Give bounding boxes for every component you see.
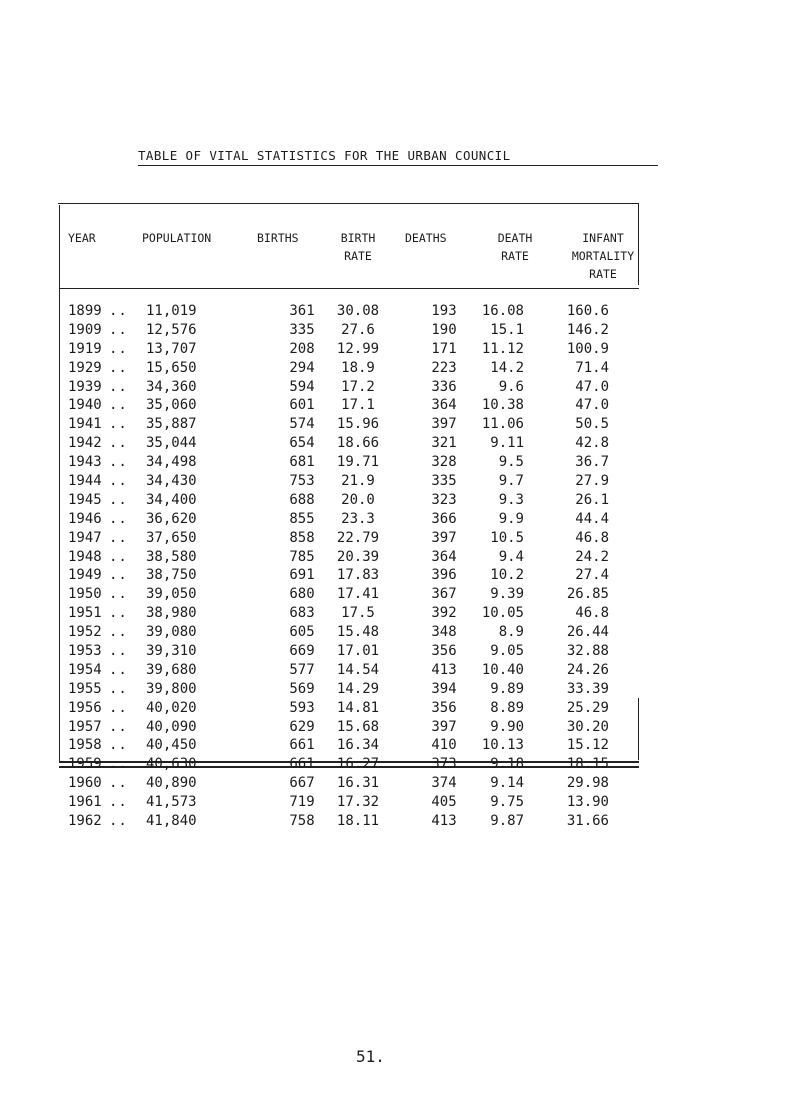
cell-birth-rate: 18.66 bbox=[336, 435, 380, 452]
cell-deaths: 190 bbox=[431, 321, 457, 338]
cell-year: 1957 bbox=[68, 718, 102, 735]
cell-infant-mortality-rate: 15.12 bbox=[566, 737, 609, 754]
cell-births: 858 bbox=[289, 529, 315, 546]
table-row bbox=[0, 585, 800, 604]
table-row bbox=[0, 642, 800, 661]
row-leader-dots: .. bbox=[109, 435, 128, 452]
cell-infant-mortality-rate: 47.0 bbox=[575, 378, 609, 395]
cell-death-rate: 10.38 bbox=[481, 397, 524, 414]
cell-year: 1960 bbox=[68, 775, 102, 792]
cell-births: 593 bbox=[289, 699, 315, 716]
cell-birth-rate: 14.81 bbox=[336, 699, 380, 716]
cell-death-rate: 9.75 bbox=[490, 794, 524, 811]
cell-population: 39,680 bbox=[146, 661, 197, 678]
row-leader-dots: .. bbox=[109, 321, 128, 338]
cell-year: 1953 bbox=[68, 643, 102, 660]
cell-death-rate: 9.87 bbox=[490, 813, 524, 830]
cell-death-rate: 8.9 bbox=[498, 624, 524, 641]
row-leader-dots: .. bbox=[109, 510, 128, 527]
cell-population: 38,750 bbox=[146, 567, 197, 584]
cell-birth-rate: 15.68 bbox=[336, 718, 380, 735]
cell-deaths: 323 bbox=[431, 491, 457, 508]
cell-deaths: 223 bbox=[431, 359, 457, 376]
cell-deaths: 171 bbox=[431, 340, 457, 357]
cell-death-rate: 9.89 bbox=[490, 680, 524, 697]
cell-year: 1942 bbox=[68, 435, 102, 452]
cell-population: 40,450 bbox=[146, 737, 197, 754]
cell-birth-rate: 17.5 bbox=[341, 605, 375, 622]
table-row bbox=[0, 529, 800, 548]
cell-infant-mortality-rate: 100.9 bbox=[566, 340, 609, 357]
cell-deaths: 328 bbox=[431, 454, 457, 471]
cell-infant-mortality-rate: 32.88 bbox=[566, 643, 609, 660]
cell-births: 680 bbox=[289, 586, 315, 603]
cell-deaths: 397 bbox=[431, 718, 457, 735]
cell-birth-rate: 12.99 bbox=[336, 340, 380, 357]
cell-births: 855 bbox=[289, 510, 315, 527]
cell-births: 594 bbox=[289, 378, 315, 395]
cell-deaths: 405 bbox=[431, 794, 457, 811]
cell-deaths: 193 bbox=[431, 303, 457, 319]
cell-population: 12,576 bbox=[146, 321, 197, 338]
row-leader-dots: .. bbox=[109, 303, 128, 319]
cell-death-rate: 9.11 bbox=[490, 435, 524, 452]
row-leader-dots: .. bbox=[109, 548, 128, 565]
cell-birth-rate: 14.54 bbox=[336, 661, 380, 678]
header-year: YEAR bbox=[68, 231, 96, 245]
cell-birth-rate: 15.96 bbox=[336, 416, 380, 433]
cell-population: 35,060 bbox=[146, 397, 197, 414]
table-row bbox=[0, 434, 800, 453]
table-row bbox=[0, 548, 800, 567]
cell-birth-rate: 18.11 bbox=[336, 813, 380, 830]
cell-year: 1939 bbox=[68, 378, 102, 395]
cell-population: 38,980 bbox=[146, 605, 197, 622]
cell-birth-rate: 27.6 bbox=[341, 321, 375, 338]
table-row bbox=[0, 661, 800, 680]
cell-birth-rate: 16.27 bbox=[336, 756, 380, 773]
table-row bbox=[0, 415, 800, 434]
cell-birth-rate: 17.32 bbox=[336, 794, 380, 811]
cell-year: 1952 bbox=[68, 624, 102, 641]
cell-infant-mortality-rate: 13.90 bbox=[566, 794, 609, 811]
cell-deaths: 396 bbox=[431, 567, 457, 584]
cell-population: 38,580 bbox=[146, 548, 197, 565]
cell-year: 1944 bbox=[68, 473, 102, 490]
cell-infant-mortality-rate: 26.85 bbox=[566, 586, 609, 603]
page-number: 51. bbox=[356, 1047, 385, 1066]
cell-year: 1945 bbox=[68, 491, 102, 508]
cell-births: 681 bbox=[289, 454, 315, 471]
cell-birth-rate: 15.48 bbox=[336, 624, 380, 641]
cell-population: 34,498 bbox=[146, 454, 197, 471]
cell-birth-rate: 22.79 bbox=[336, 529, 380, 546]
row-leader-dots: .. bbox=[109, 737, 128, 754]
cell-births: 577 bbox=[289, 661, 315, 678]
cell-births: 661 bbox=[289, 737, 315, 754]
cell-infant-mortality-rate: 26.44 bbox=[566, 624, 609, 641]
cell-births: 605 bbox=[289, 624, 315, 641]
cell-infant-mortality-rate: 26.1 bbox=[575, 491, 609, 508]
cell-year: 1899 bbox=[68, 303, 102, 319]
row-leader-dots: .. bbox=[109, 359, 128, 376]
page-title: TABLE OF VITAL STATISTICS FOR THE URBAN COUNCIL bbox=[138, 148, 658, 166]
cell-infant-mortality-rate: 18.15 bbox=[566, 756, 609, 773]
cell-death-rate: 10.13 bbox=[481, 737, 524, 754]
cell-population: 35,044 bbox=[146, 435, 197, 452]
header-deaths: DEATHS bbox=[405, 231, 447, 245]
cell-population: 34,430 bbox=[146, 473, 197, 490]
cell-deaths: 374 bbox=[431, 775, 457, 792]
cell-infant-mortality-rate: 25.29 bbox=[566, 699, 609, 716]
cell-year: 1929 bbox=[68, 359, 102, 376]
header-population: POPULATION bbox=[142, 231, 212, 245]
cell-year: 1947 bbox=[68, 529, 102, 546]
row-leader-dots: .. bbox=[109, 567, 128, 584]
cell-birth-rate: 19.71 bbox=[336, 454, 380, 471]
cell-population: 11,019 bbox=[146, 303, 197, 319]
cell-deaths: 366 bbox=[431, 510, 457, 527]
row-leader-dots: .. bbox=[109, 661, 128, 678]
table-row bbox=[0, 472, 800, 491]
cell-population: 41,573 bbox=[146, 794, 197, 811]
cell-population: 35,887 bbox=[146, 416, 197, 433]
cell-population: 39,050 bbox=[146, 586, 197, 603]
cell-death-rate: 9.7 bbox=[498, 473, 524, 490]
cell-births: 208 bbox=[289, 340, 315, 357]
cell-deaths: 335 bbox=[431, 473, 457, 490]
table-row bbox=[0, 321, 800, 340]
cell-death-rate: 16.08 bbox=[481, 303, 524, 319]
cell-year: 1948 bbox=[68, 548, 102, 565]
cell-year: 1943 bbox=[68, 454, 102, 471]
header-imr-line2: MORTALITY bbox=[571, 249, 635, 263]
cell-births: 654 bbox=[289, 435, 315, 452]
cell-birth-rate: 17.1 bbox=[341, 397, 375, 414]
cell-death-rate: 11.06 bbox=[481, 416, 524, 433]
cell-infant-mortality-rate: 46.8 bbox=[575, 605, 609, 622]
table-row bbox=[0, 755, 800, 774]
cell-population: 15,650 bbox=[146, 359, 197, 376]
table-row bbox=[0, 793, 800, 812]
cell-population: 34,400 bbox=[146, 491, 197, 508]
row-leader-dots: .. bbox=[109, 378, 128, 395]
cell-infant-mortality-rate: 44.4 bbox=[575, 510, 609, 527]
row-leader-dots: .. bbox=[109, 416, 128, 433]
header-birth-rate-line2: RATE bbox=[344, 249, 372, 263]
cell-birth-rate: 20.0 bbox=[341, 491, 375, 508]
cell-deaths: 321 bbox=[431, 435, 457, 452]
cell-infant-mortality-rate: 146.2 bbox=[566, 321, 609, 338]
table-row bbox=[0, 812, 800, 831]
cell-year: 1956 bbox=[68, 699, 102, 716]
cell-year: 1962 bbox=[68, 813, 102, 830]
row-leader-dots: .. bbox=[109, 680, 128, 697]
cell-year: 1955 bbox=[68, 680, 102, 697]
row-leader-dots: .. bbox=[109, 340, 128, 357]
cell-deaths: 364 bbox=[431, 397, 457, 414]
cell-deaths: 410 bbox=[431, 737, 457, 754]
cell-infant-mortality-rate: 160.6 bbox=[566, 303, 609, 319]
cell-births: 629 bbox=[289, 718, 315, 735]
cell-birth-rate: 21.9 bbox=[341, 473, 375, 490]
cell-infant-mortality-rate: 27.9 bbox=[575, 473, 609, 490]
cell-infant-mortality-rate: 46.8 bbox=[575, 529, 609, 546]
cell-death-rate: 9.14 bbox=[490, 775, 524, 792]
cell-death-rate: 10.05 bbox=[481, 605, 524, 622]
table-row bbox=[0, 774, 800, 793]
cell-births: 361 bbox=[289, 303, 315, 319]
cell-year: 1961 bbox=[68, 794, 102, 811]
header-births: BIRTHS bbox=[257, 231, 299, 245]
cell-deaths: 373 bbox=[431, 756, 457, 773]
cell-death-rate: 14.2 bbox=[490, 359, 524, 376]
header-birth-rate-line1: BIRTH bbox=[340, 231, 376, 245]
cell-infant-mortality-rate: 24.2 bbox=[575, 548, 609, 565]
cell-infant-mortality-rate: 24.26 bbox=[566, 661, 609, 678]
cell-population: 40,020 bbox=[146, 699, 197, 716]
cell-infant-mortality-rate: 42.8 bbox=[575, 435, 609, 452]
header-death-rate-line1: DEATH bbox=[497, 231, 533, 245]
table-row bbox=[0, 302, 800, 321]
cell-year: 1946 bbox=[68, 510, 102, 527]
table-row bbox=[0, 378, 800, 397]
cell-death-rate: 10.40 bbox=[481, 661, 524, 678]
cell-deaths: 413 bbox=[431, 661, 457, 678]
cell-year: 1959 bbox=[68, 756, 102, 773]
cell-infant-mortality-rate: 50.5 bbox=[575, 416, 609, 433]
cell-population: 39,080 bbox=[146, 624, 197, 641]
cell-births: 661 bbox=[289, 756, 315, 773]
cell-year: 1909 bbox=[68, 321, 102, 338]
cell-deaths: 356 bbox=[431, 643, 457, 660]
row-leader-dots: .. bbox=[109, 756, 128, 773]
row-leader-dots: .. bbox=[109, 491, 128, 508]
cell-births: 683 bbox=[289, 605, 315, 622]
cell-deaths: 367 bbox=[431, 586, 457, 603]
cell-deaths: 413 bbox=[431, 813, 457, 830]
cell-birth-rate: 30.08 bbox=[336, 303, 380, 319]
cell-population: 40,890 bbox=[146, 775, 197, 792]
cell-birth-rate: 23.3 bbox=[341, 510, 375, 527]
cell-infant-mortality-rate: 29.98 bbox=[566, 775, 609, 792]
cell-births: 667 bbox=[289, 775, 315, 792]
cell-births: 335 bbox=[289, 321, 315, 338]
cell-births: 569 bbox=[289, 680, 315, 697]
table-row bbox=[0, 623, 800, 642]
cell-population: 39,800 bbox=[146, 680, 197, 697]
table-row bbox=[0, 699, 800, 718]
cell-death-rate: 11.12 bbox=[481, 340, 524, 357]
cell-population: 41,840 bbox=[146, 813, 197, 830]
cell-year: 1941 bbox=[68, 416, 102, 433]
header-infant-mortality-rate bbox=[563, 229, 643, 283]
cell-population: 40,090 bbox=[146, 718, 197, 735]
cell-births: 688 bbox=[289, 491, 315, 508]
cell-deaths: 392 bbox=[431, 605, 457, 622]
header-divider bbox=[59, 288, 639, 289]
cell-infant-mortality-rate: 33.39 bbox=[566, 680, 609, 697]
cell-year: 1951 bbox=[68, 605, 102, 622]
cell-year: 1958 bbox=[68, 737, 102, 754]
table-row bbox=[0, 396, 800, 415]
cell-births: 753 bbox=[289, 473, 315, 490]
cell-deaths: 394 bbox=[431, 680, 457, 697]
cell-infant-mortality-rate: 47.0 bbox=[575, 397, 609, 414]
cell-births: 785 bbox=[289, 548, 315, 565]
cell-death-rate: 9.90 bbox=[490, 718, 524, 735]
cell-year: 1954 bbox=[68, 661, 102, 678]
cell-deaths: 348 bbox=[431, 624, 457, 641]
row-leader-dots: .. bbox=[109, 775, 128, 792]
cell-death-rate: 9.18 bbox=[490, 756, 524, 773]
table-row bbox=[0, 718, 800, 737]
cell-death-rate: 8.89 bbox=[490, 699, 524, 716]
cell-death-rate: 10.5 bbox=[490, 529, 524, 546]
table-row bbox=[0, 453, 800, 472]
cell-birth-rate: 17.01 bbox=[336, 643, 380, 660]
table-body bbox=[0, 302, 800, 831]
cell-population: 40,630 bbox=[146, 756, 197, 773]
table-row bbox=[0, 340, 800, 359]
cell-birth-rate: 17.41 bbox=[336, 586, 380, 603]
cell-deaths: 364 bbox=[431, 548, 457, 565]
cell-births: 574 bbox=[289, 416, 315, 433]
row-leader-dots: .. bbox=[109, 813, 128, 830]
cell-death-rate: 10.2 bbox=[490, 567, 524, 584]
cell-death-rate: 9.39 bbox=[490, 586, 524, 603]
row-leader-dots: .. bbox=[109, 454, 128, 471]
row-leader-dots: .. bbox=[109, 624, 128, 641]
cell-population: 39,310 bbox=[146, 643, 197, 660]
cell-deaths: 356 bbox=[431, 699, 457, 716]
cell-infant-mortality-rate: 31.66 bbox=[566, 813, 609, 830]
cell-death-rate: 9.05 bbox=[490, 643, 524, 660]
cell-infant-mortality-rate: 27.4 bbox=[575, 567, 609, 584]
row-leader-dots: .. bbox=[109, 397, 128, 414]
cell-population: 36,620 bbox=[146, 510, 197, 527]
cell-births: 294 bbox=[289, 359, 315, 376]
cell-death-rate: 15.1 bbox=[490, 321, 524, 338]
header-birth-rate bbox=[330, 229, 386, 265]
cell-births: 719 bbox=[289, 794, 315, 811]
cell-infant-mortality-rate: 36.7 bbox=[575, 454, 609, 471]
cell-death-rate: 9.5 bbox=[498, 454, 524, 471]
row-leader-dots: .. bbox=[109, 605, 128, 622]
table-row bbox=[0, 510, 800, 529]
cell-births: 691 bbox=[289, 567, 315, 584]
row-leader-dots: .. bbox=[109, 473, 128, 490]
table-row bbox=[0, 566, 800, 585]
cell-birth-rate: 17.2 bbox=[341, 378, 375, 395]
cell-year: 1950 bbox=[68, 586, 102, 603]
cell-year: 1949 bbox=[68, 567, 102, 584]
table-top-border bbox=[58, 203, 638, 204]
cell-births: 601 bbox=[289, 397, 315, 414]
cell-population: 34,360 bbox=[146, 378, 197, 395]
row-leader-dots: .. bbox=[109, 586, 128, 603]
cell-death-rate: 9.4 bbox=[498, 548, 524, 565]
cell-population: 37,650 bbox=[146, 529, 197, 546]
row-leader-dots: .. bbox=[109, 718, 128, 735]
cell-birth-rate: 17.83 bbox=[336, 567, 380, 584]
cell-birth-rate: 14.29 bbox=[336, 680, 380, 697]
cell-birth-rate: 18.9 bbox=[341, 359, 375, 376]
cell-year: 1940 bbox=[68, 397, 102, 414]
header-imr-line3: RATE bbox=[589, 267, 617, 281]
cell-births: 758 bbox=[289, 813, 315, 830]
cell-death-rate: 9.9 bbox=[498, 510, 524, 527]
row-leader-dots: .. bbox=[109, 794, 128, 811]
cell-deaths: 397 bbox=[431, 416, 457, 433]
table-row bbox=[0, 491, 800, 510]
header-death-rate-line2: RATE bbox=[501, 249, 529, 263]
header-imr-line1: INFANT bbox=[582, 231, 624, 245]
cell-deaths: 397 bbox=[431, 529, 457, 546]
cell-birth-rate: 20.39 bbox=[336, 548, 380, 565]
cell-death-rate: 9.3 bbox=[498, 491, 524, 508]
table-row bbox=[0, 736, 800, 755]
cell-year: 1919 bbox=[68, 340, 102, 357]
cell-death-rate: 9.6 bbox=[498, 378, 524, 395]
row-leader-dots: .. bbox=[109, 699, 128, 716]
cell-infant-mortality-rate: 71.4 bbox=[575, 359, 609, 376]
table-row bbox=[0, 359, 800, 378]
table-row bbox=[0, 604, 800, 623]
header-death-rate bbox=[487, 229, 543, 265]
row-leader-dots: .. bbox=[109, 529, 128, 546]
cell-birth-rate: 16.34 bbox=[336, 737, 380, 754]
cell-population: 13,707 bbox=[146, 340, 197, 357]
cell-births: 669 bbox=[289, 643, 315, 660]
row-leader-dots: .. bbox=[109, 643, 128, 660]
cell-birth-rate: 16.31 bbox=[336, 775, 380, 792]
cell-infant-mortality-rate: 30.20 bbox=[566, 718, 609, 735]
cell-deaths: 336 bbox=[431, 378, 457, 395]
table-row bbox=[0, 680, 800, 699]
